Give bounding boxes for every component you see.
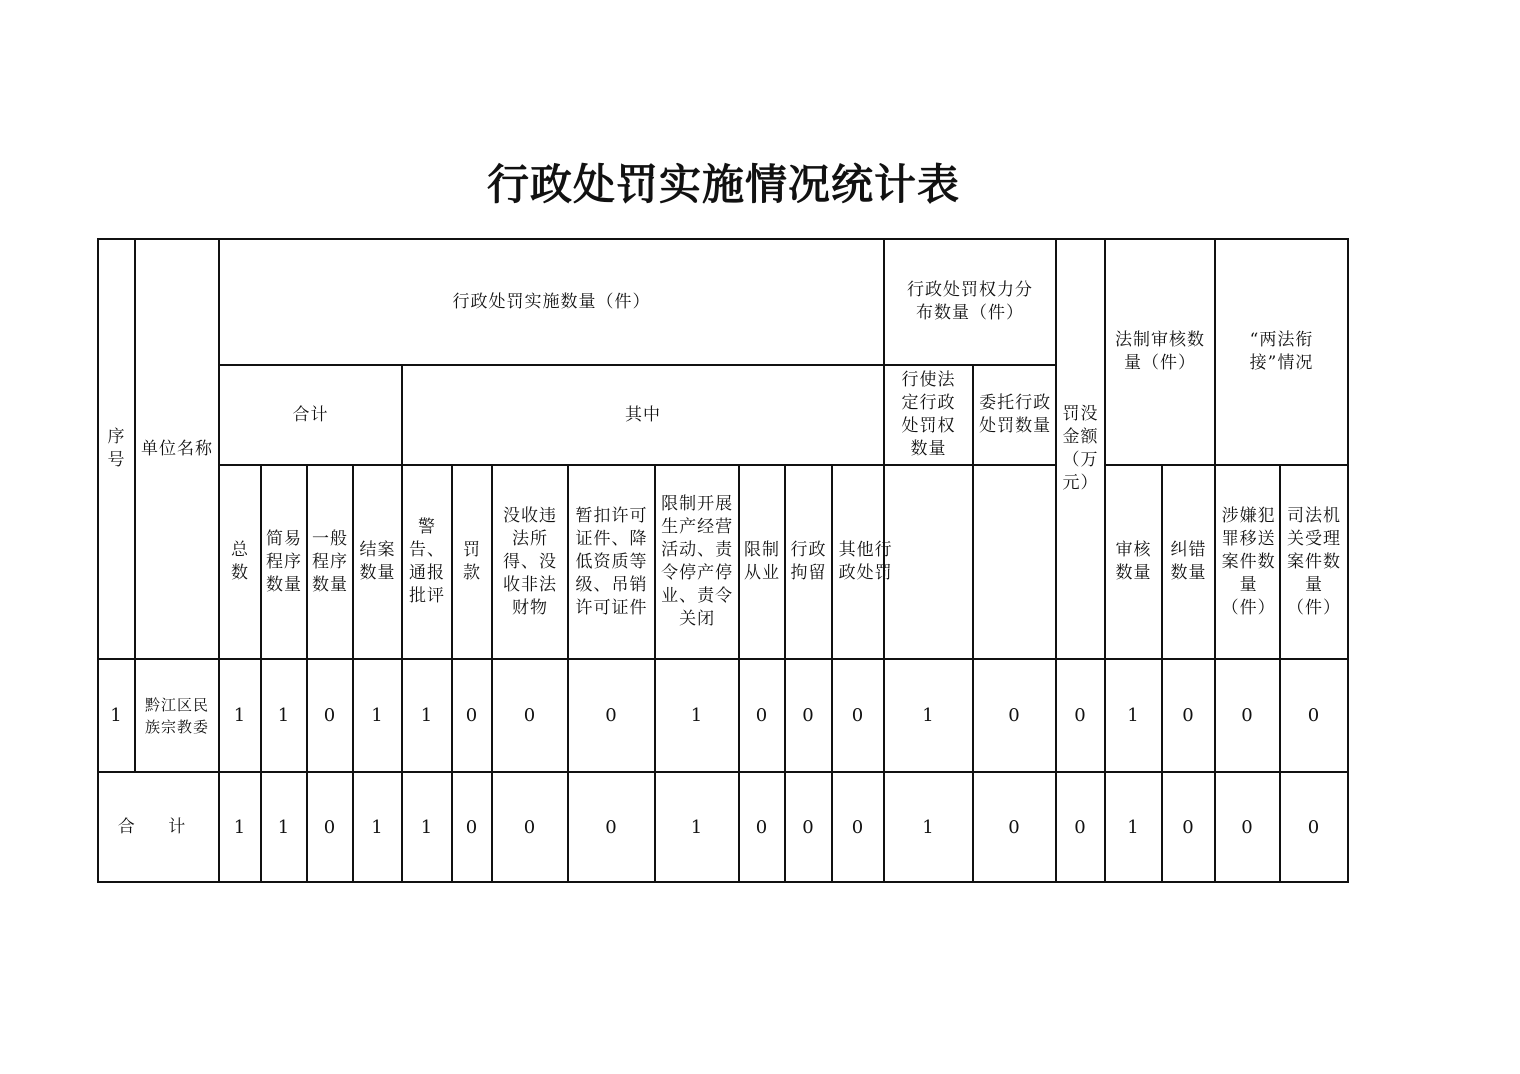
- total-cell-suspend: 0: [568, 772, 655, 882]
- total-cell-restrict: 1: [655, 772, 739, 882]
- table-row: [98, 659, 1348, 772]
- total-cell-fine-amount: 0: [1056, 772, 1105, 882]
- cell-warning: 1: [402, 659, 452, 772]
- header-two-law: “两法衔接”情况: [1215, 239, 1348, 465]
- header-suspend: 暂扣许可证件、降低资质等级、吊销许可证件: [568, 465, 655, 659]
- row-unit-name: 黔江区民族宗教委: [135, 659, 219, 772]
- header-legal-review: 法制审核数量（件）: [1105, 239, 1215, 465]
- cell-total: 1: [219, 659, 261, 772]
- total-cell-closed: 1: [353, 772, 402, 882]
- cell-restrict-work: 0: [739, 659, 785, 772]
- header-seq: 序号: [98, 239, 135, 659]
- cell-review: 1: [1105, 659, 1162, 772]
- header-among: 其中: [402, 365, 884, 465]
- header-unit-name: 单位名称: [135, 239, 219, 659]
- cell-statutory: 1: [884, 659, 973, 772]
- total-cell-judicial: 0: [1280, 772, 1348, 882]
- cell-suspend: 0: [568, 659, 655, 772]
- header-row-1: [98, 239, 1348, 365]
- header-closed: 结案数量: [353, 465, 402, 659]
- header-power-dist: 行政处罚权力分布数量（件）: [884, 239, 1056, 365]
- total-cell-review: 1: [1105, 772, 1162, 882]
- header-correct: 纠错数量: [1162, 465, 1215, 659]
- header-restrict-work: 限制从业: [739, 465, 785, 659]
- total-cell-other: 0: [832, 772, 884, 882]
- header-other: 其他行政处罚: [832, 465, 884, 659]
- header-general: 一般程序数量: [307, 465, 353, 659]
- total-cell-warning: 1: [402, 772, 452, 882]
- header-subtotal: 合计: [219, 365, 402, 465]
- header-detention: 行政拘留: [785, 465, 832, 659]
- total-cell-correct: 0: [1162, 772, 1215, 882]
- header-row-3: [98, 465, 1348, 659]
- header-fine: 罚款: [452, 465, 492, 659]
- cell-general: 0: [307, 659, 353, 772]
- cell-other: 0: [832, 659, 884, 772]
- total-cell-fine: 0: [452, 772, 492, 882]
- total-cell-statutory: 1: [884, 772, 973, 882]
- total-cell-general: 0: [307, 772, 353, 882]
- cell-restrict: 1: [655, 659, 739, 772]
- header-restrict: 限制开展生产经营活动、责令停产停业、责令关闭: [655, 465, 739, 659]
- header-transfer: 涉嫌犯罪移送案件数量（件）: [1215, 465, 1280, 659]
- total-cell-detention: 0: [785, 772, 832, 882]
- total-label: 合 计: [98, 772, 219, 882]
- cell-judicial: 0: [1280, 659, 1348, 772]
- cell-closed: 1: [353, 659, 402, 772]
- row-seq: 1: [98, 659, 135, 772]
- cell-simple: 1: [261, 659, 307, 772]
- total-row: [98, 772, 1348, 882]
- cell-detention: 0: [785, 659, 832, 772]
- cell-confiscate: 0: [492, 659, 568, 772]
- header-statutory: 行使法定行政处罚权数量: [884, 365, 973, 465]
- total-cell-restrict-work: 0: [739, 772, 785, 882]
- statistics-table: [97, 238, 1349, 883]
- total-cell-total: 1: [219, 772, 261, 882]
- header-impl-count: 行政处罚实施数量（件）: [219, 239, 884, 365]
- total-cell-confiscate: 0: [492, 772, 568, 882]
- cell-transfer: 0: [1215, 659, 1280, 772]
- header-judicial: 司法机关受理案件数量（件）: [1280, 465, 1348, 659]
- cell-fine: 0: [452, 659, 492, 772]
- cell-entrusted: 0: [973, 659, 1056, 772]
- header-statutory-blank: [884, 465, 973, 659]
- total-cell-simple: 1: [261, 772, 307, 882]
- header-fine-amount: 罚没金额（万元）: [1056, 239, 1105, 659]
- total-cell-entrusted: 0: [973, 772, 1056, 882]
- header-simple: 简易程序数量: [261, 465, 307, 659]
- cell-correct: 0: [1162, 659, 1215, 772]
- header-warning: 警告、通报批评: [402, 465, 452, 659]
- header-review: 审核数量: [1105, 465, 1162, 659]
- header-entrusted: 委托行政处罚数量: [973, 365, 1056, 465]
- page-title: 行政处罚实施情况统计表: [486, 160, 960, 209]
- total-cell-transfer: 0: [1215, 772, 1280, 882]
- header-total: 总数: [219, 465, 261, 659]
- header-confiscate: 没收违法所得、没收非法财物: [492, 465, 568, 659]
- header-entrusted-blank: [973, 465, 1056, 659]
- cell-fine-amount: 0: [1056, 659, 1105, 772]
